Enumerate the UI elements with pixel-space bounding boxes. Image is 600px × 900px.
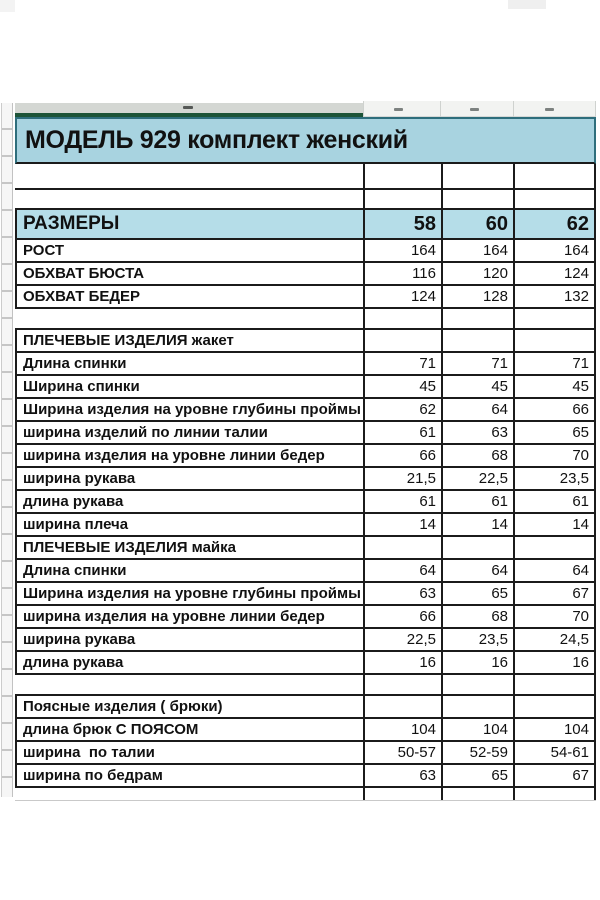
cut-off-header-mark	[394, 108, 403, 111]
row-value: 68	[441, 445, 513, 466]
table-row	[15, 606, 596, 629]
row-label: длина брюк С ПОЯСОМ	[15, 719, 363, 740]
row-value	[363, 537, 441, 558]
row-value	[441, 788, 513, 800]
table-row	[15, 583, 596, 606]
row-value: 67	[513, 583, 596, 604]
row-value: 132	[513, 286, 596, 307]
row-label: Длина спинки	[15, 353, 363, 374]
top-left-artifact	[0, 0, 15, 12]
sizes-header-label: РАЗМЕРЫ	[15, 210, 363, 238]
table-row	[15, 788, 596, 801]
row-value: 16	[513, 652, 596, 673]
size-column-header: 58	[363, 210, 441, 238]
row-value: 70	[513, 606, 596, 627]
row-value	[513, 675, 596, 694]
empty-cell	[513, 164, 596, 188]
row-value: 164	[363, 240, 441, 261]
row-value	[363, 788, 441, 800]
table-title-row	[15, 117, 596, 164]
row-value: 71	[363, 353, 441, 374]
row-label: длина рукава	[15, 652, 363, 673]
cut-off-header-mark	[470, 108, 479, 111]
table-row	[15, 468, 596, 491]
row-value: 61	[513, 491, 596, 512]
size-column-header: 62	[513, 210, 596, 238]
row-value: 124	[363, 286, 441, 307]
row-value	[363, 330, 441, 351]
gridline	[513, 101, 514, 117]
row-label: Поясные изделия ( брюки)	[15, 696, 363, 717]
row-value	[513, 788, 596, 800]
row-value	[363, 309, 441, 328]
row-label: ширина по бедрам	[15, 765, 363, 786]
table-row	[15, 514, 596, 537]
row-value	[441, 330, 513, 351]
row-label: Длина спинки	[15, 560, 363, 581]
row-value	[513, 537, 596, 558]
row-value: 64	[363, 560, 441, 581]
row-label: ОБХВАТ БЮСТА	[15, 263, 363, 284]
top-right-artifact	[508, 0, 546, 9]
table-row	[15, 765, 596, 788]
row-value: 23,5	[441, 629, 513, 650]
table-row	[15, 719, 596, 742]
table-row	[15, 537, 596, 560]
row-value: 65	[513, 422, 596, 443]
table-row	[15, 629, 596, 652]
row-value: 66	[363, 606, 441, 627]
empty-cell	[15, 190, 363, 208]
row-label: ширина изделий по линии талии	[15, 422, 363, 443]
gridline	[440, 101, 441, 117]
row-label: РОСТ	[15, 240, 363, 261]
empty-cell	[513, 190, 596, 208]
empty-cell	[363, 190, 441, 208]
row-value: 68	[441, 606, 513, 627]
row-value: 63	[363, 765, 441, 786]
row-value: 67	[513, 765, 596, 786]
row-value	[513, 309, 596, 328]
table-row	[15, 353, 596, 376]
row-value	[363, 696, 441, 717]
row-value: 14	[363, 514, 441, 535]
row-value: 45	[513, 376, 596, 397]
row-value: 23,5	[513, 468, 596, 489]
table-row	[15, 675, 596, 696]
row-label: ширина рукава	[15, 468, 363, 489]
row-value: 104	[441, 719, 513, 740]
table-row	[15, 652, 596, 675]
row-value	[441, 537, 513, 558]
row-value	[363, 675, 441, 694]
row-label: ширина рукава	[15, 629, 363, 650]
row-value: 22,5	[363, 629, 441, 650]
row-label: ширина изделия на уровне линии бедер	[15, 445, 363, 466]
row-value: 66	[363, 445, 441, 466]
table-row	[15, 263, 596, 286]
table-row	[15, 330, 596, 353]
row-label	[15, 675, 363, 694]
empty-cell	[441, 164, 513, 188]
empty-cell	[441, 190, 513, 208]
row-value: 64	[441, 560, 513, 581]
row-value: 22,5	[441, 468, 513, 489]
row-value: 16	[363, 652, 441, 673]
size-column-header: 60	[441, 210, 513, 238]
table-row	[15, 445, 596, 468]
row-header-stub-column	[1, 103, 13, 797]
row-value: 21,5	[363, 468, 441, 489]
row-value: 61	[441, 491, 513, 512]
row-value	[441, 696, 513, 717]
row-value: 128	[441, 286, 513, 307]
table-row	[15, 696, 596, 719]
row-value: 64	[441, 399, 513, 420]
row-value: 65	[441, 765, 513, 786]
row-value: 62	[363, 399, 441, 420]
row-label: ПЛЕЧЕВЫЕ ИЗДЕЛИЯ жакет	[15, 330, 363, 351]
table-row	[15, 309, 596, 330]
row-value: 124	[513, 263, 596, 284]
row-value: 164	[513, 240, 596, 261]
table-row	[15, 376, 596, 399]
row-value	[441, 309, 513, 328]
row-label: ширина по талии	[15, 742, 363, 763]
table-row	[15, 422, 596, 445]
row-value: 164	[441, 240, 513, 261]
spacer-row	[15, 190, 596, 210]
row-value: 63	[441, 422, 513, 443]
row-value: 104	[513, 719, 596, 740]
row-value	[441, 675, 513, 694]
table-body	[15, 240, 596, 801]
row-value: 14	[513, 514, 596, 535]
row-value: 63	[363, 583, 441, 604]
row-value: 52-59	[441, 742, 513, 763]
row-label	[15, 309, 363, 328]
table-row	[15, 286, 596, 309]
row-value: 14	[441, 514, 513, 535]
row-value: 61	[363, 491, 441, 512]
spacer-row	[15, 164, 596, 190]
row-value: 116	[363, 263, 441, 284]
row-value: 64	[513, 560, 596, 581]
row-value: 71	[441, 353, 513, 374]
row-label: ОБХВАТ БЕДЕР	[15, 286, 363, 307]
row-value: 104	[363, 719, 441, 740]
table-row	[15, 742, 596, 765]
model-title: МОДЕЛЬ 929 комплект женский	[25, 126, 408, 154]
empty-cell	[363, 164, 441, 188]
row-label: ПЛЕЧЕВЫЕ ИЗДЕЛИЯ майка	[15, 537, 363, 558]
row-label: длина рукава	[15, 491, 363, 512]
row-value	[513, 696, 596, 717]
size-table	[15, 117, 596, 801]
row-label	[15, 788, 363, 800]
table-row	[15, 491, 596, 514]
row-value: 71	[513, 353, 596, 374]
row-value	[513, 330, 596, 351]
row-label: ширина плеча	[15, 514, 363, 535]
cut-off-header-mark	[183, 106, 193, 109]
row-value: 120	[441, 263, 513, 284]
row-value: 66	[513, 399, 596, 420]
row-value: 61	[363, 422, 441, 443]
table-row	[15, 399, 596, 422]
table-row	[15, 240, 596, 263]
row-label: ширина изделия на уровне линии бедер	[15, 606, 363, 627]
sizes-header-row	[15, 210, 596, 240]
row-value: 45	[441, 376, 513, 397]
row-value: 16	[441, 652, 513, 673]
table-row	[15, 560, 596, 583]
row-label: Ширина изделия на уровне глубины проймы	[15, 583, 363, 604]
row-label: Ширина изделия на уровне глубины проймы	[15, 399, 363, 420]
empty-cell	[15, 164, 363, 188]
row-value: 24,5	[513, 629, 596, 650]
row-value: 50-57	[363, 742, 441, 763]
row-value: 65	[441, 583, 513, 604]
row-label: Ширина спинки	[15, 376, 363, 397]
row-value: 54-61	[513, 742, 596, 763]
cut-off-header-mark	[545, 108, 554, 111]
row-value: 70	[513, 445, 596, 466]
row-value: 45	[363, 376, 441, 397]
